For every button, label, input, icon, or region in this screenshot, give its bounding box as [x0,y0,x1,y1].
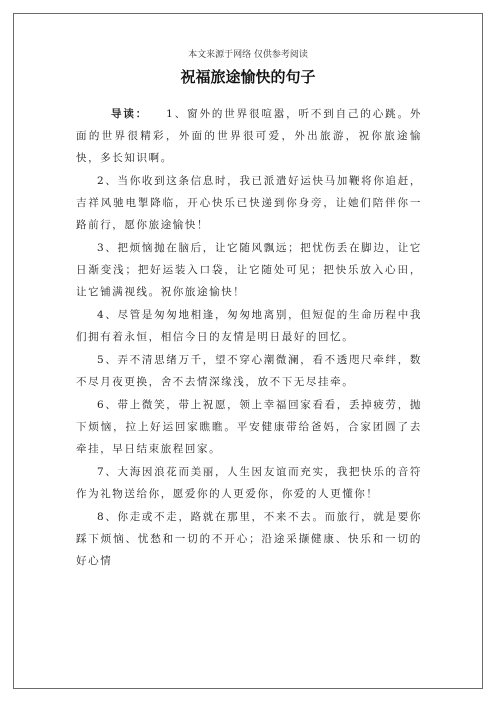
paragraph-text: 1、窗外的世界很喧嚣，听不到自己的心跳。外面的世界很精彩，外面的世界很可爱，外出旅游，祝你旅途愉快，多长知识啊。 [76,108,422,164]
paragraph-2: 2、当你收到这条信息时，我已派遣好运快马加鞭将你追赶，吉祥风驰电掣降临，开心快乐已快递到你身旁，让她们陪伴你一路前行，愿你旅途愉快！ [76,175,422,231]
lead-label: 导读： [111,108,149,120]
article-body [76,103,422,573]
paragraph-8: 8、你走或不走，路就在那里，不来不去。而旅行，就是要你踩下烦恼、忧愁和一切的不开心；沿途采撷健康、快乐和一切的好心情 [76,511,422,567]
paragraph-7: 7、大海因浪花而美丽，人生因友谊而充实，我把快乐的音符作为礼物送给你，愿爱你的人更爱你，你爱的人更懂你！ [76,466,422,500]
paragraph-1 [76,103,422,169]
paragraph-3: 3、把烦恼抛在脑后，让它随风飘远；把忧伤丢在脚边，让它日渐变浅；把好运装入口袋，让它随处可见；把快乐放入心田，让它铺满视线。祝你旅途愉快！ [76,242,422,298]
source-note: 本文来源于网络 仅供参考阅读 [188,50,308,60]
page-title: 祝福旅途愉快的句子 [180,68,316,86]
paragraph-4: 4、尽管是匆匆地相逢，匆匆地离别，但短促的生命历程中我们拥有着永恒，相信今日的友情是明日最好的回忆。 [76,309,422,343]
paragraph-6: 6、带上微笑，带上祝愿，领上幸福回家看看，丢掉疲劳，抛下烦恼，拉上好运回家瞧瞧。平安健康带给爸妈，合家团圆了去牵挂，早日结束旅程回家。 [76,399,422,455]
paragraph-5: 5、弄不清思绪万千，望不穿心潮微澜，看不透咫尺牵绊，数不尽月夜更换，舍不去情深缘浅，放不下无尽挂牵。 [76,354,422,388]
